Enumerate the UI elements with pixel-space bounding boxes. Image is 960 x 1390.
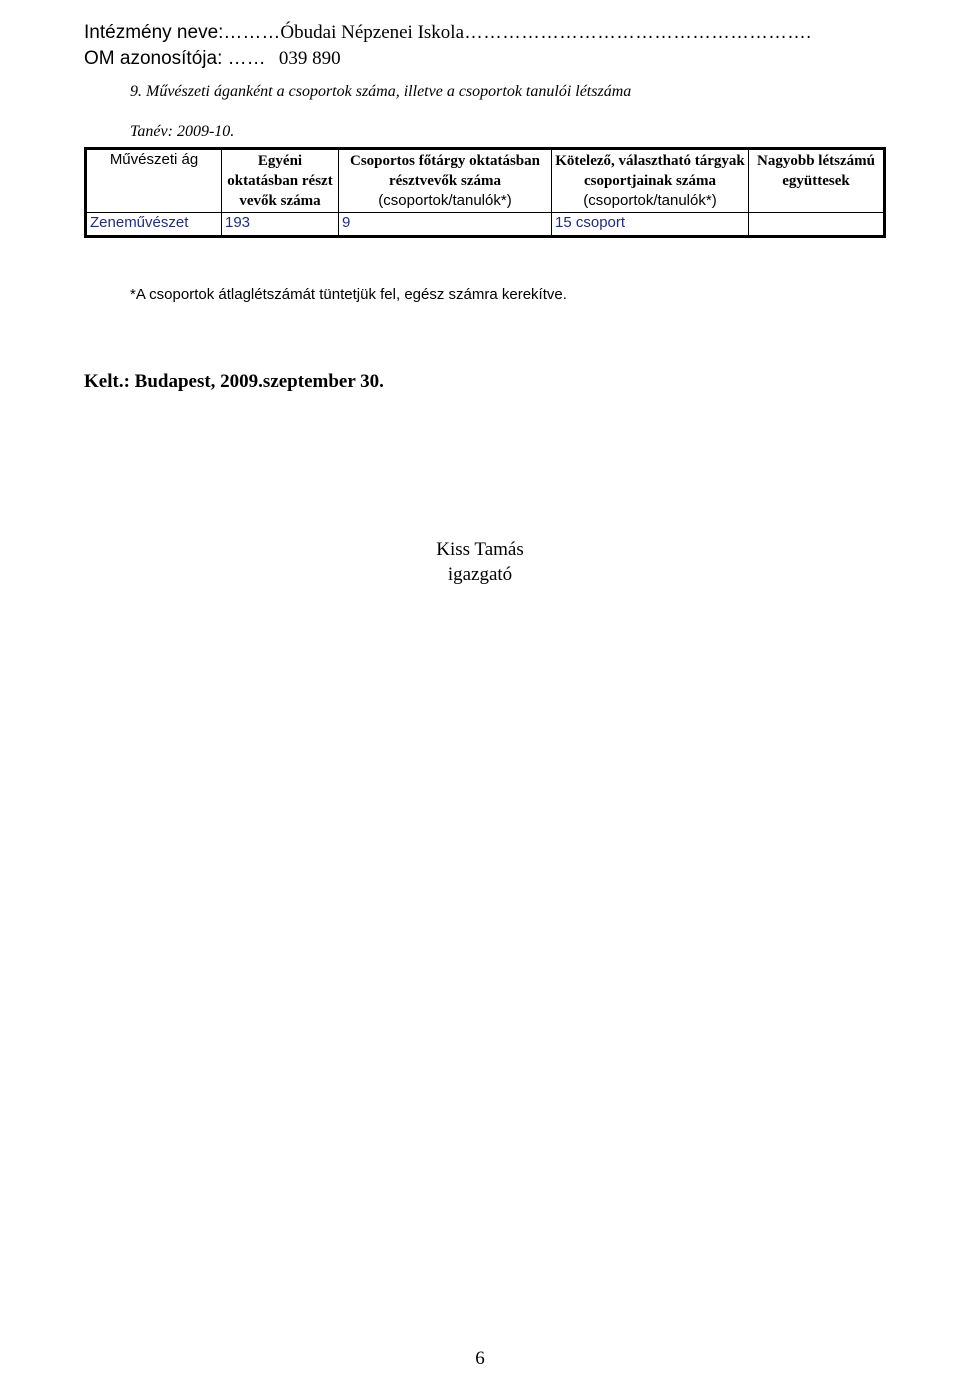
cell-ensembles [749,213,885,237]
om-id-line [84,48,341,70]
om-id-label: OM azonosítója: [84,48,223,69]
signer-name: Kiss Tamás [436,539,524,560]
header-ensembles: Nagyobb létszámú együttesek [749,149,885,213]
institution-name-dots: ……… [223,22,281,43]
institution-name-label: Intézmény neve: [84,22,224,43]
school-year: Tanév: 2009-10. [130,123,235,140]
date-place: Kelt.: Budapest, 2009.szeptember 30. [84,371,384,392]
cell-branch: Zeneművészet [86,213,222,237]
institution-name-trailing: ………………………………………………. [464,22,812,43]
om-id-value: 039 890 [278,48,341,69]
footnote: *A csoportok átlaglétszámát tüntetjük fel, egész számra kerekítve. [130,286,567,303]
table-header-row [86,149,885,213]
header-group-main-sub: (csoportok/tanulók*) [378,192,512,209]
table-caption: 9. Művészeti áganként a csoportok száma, illetve a csoportok tanulói létszáma [130,83,632,100]
table-row [86,213,885,237]
statistics-table [84,147,886,238]
header-group-main-title: Csoportos főtárgy oktatásban résztvevők száma [349,153,540,189]
page-number: 6 [475,1348,485,1369]
header-individual: Egyéni oktatásban részt vevők száma [222,149,339,213]
header-art-branch: Művészeti ág [86,149,222,213]
cell-compulsory: 15 csoport [552,213,749,237]
header-compulsory-sub: (csoportok/tanulók*) [583,192,717,209]
om-id-dots: …… [227,48,266,69]
header-compulsory [552,149,749,213]
header-group-main [339,149,552,213]
cell-individual: 193 [222,213,339,237]
header-compulsory-title: Kötelező, választható tárgyak csoportjainak száma [555,153,745,189]
institution-name-line [84,22,811,44]
signer-title: igazgató [447,564,513,585]
cell-group-main: 9 [339,213,552,237]
institution-name-value: Óbudai Népzenei Iskola [280,22,465,43]
